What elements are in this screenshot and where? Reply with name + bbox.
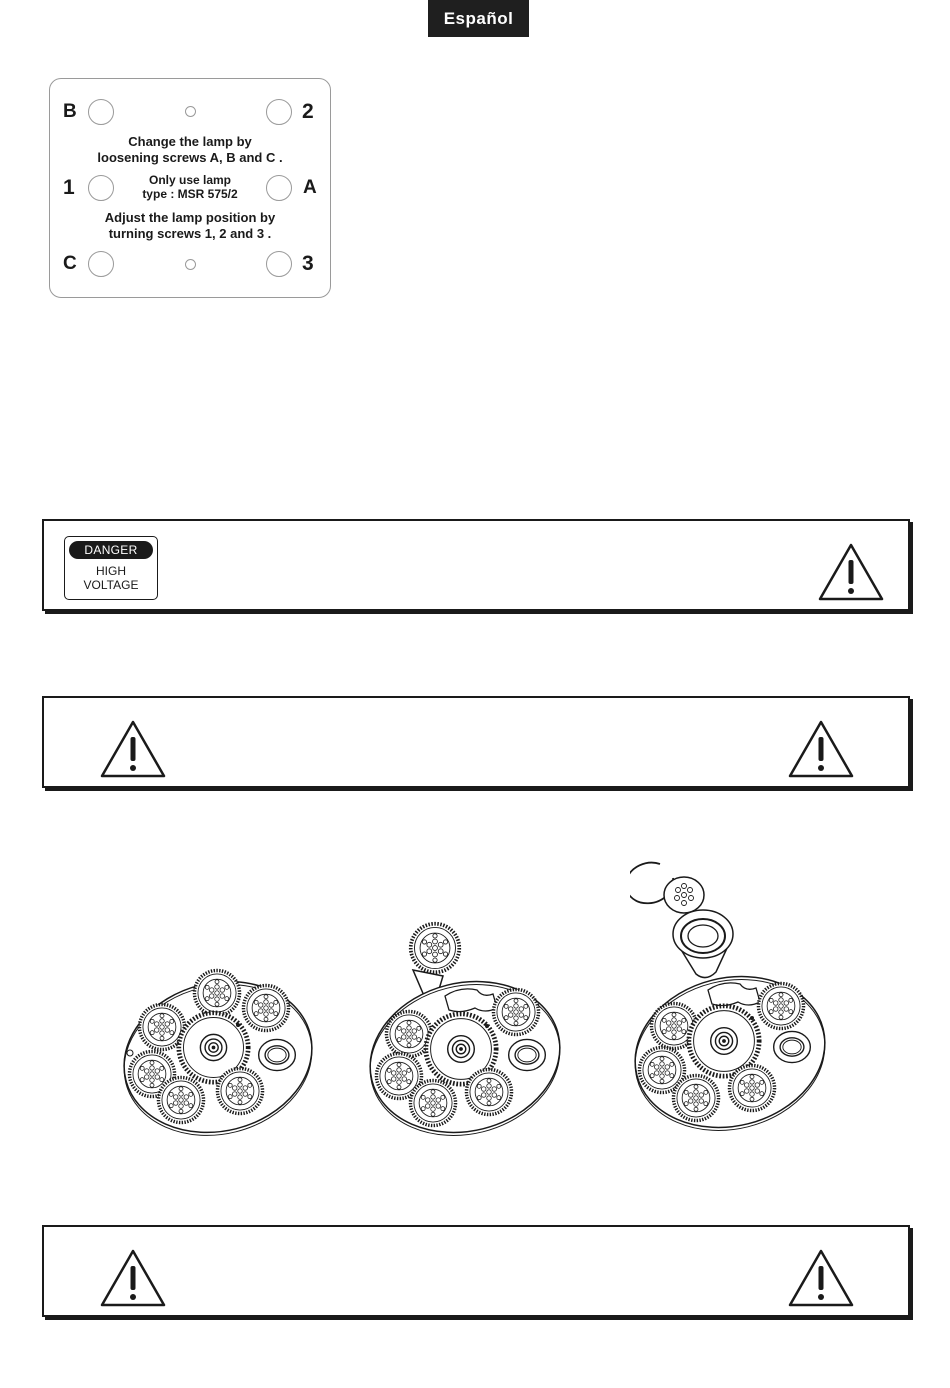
- screw-3: [266, 251, 292, 277]
- screw-label-b: B: [63, 101, 77, 122]
- locating-pin-top: [185, 106, 196, 117]
- gobo-wheel-complete-illustration: [118, 965, 320, 1137]
- screw-label-2: 2: [302, 100, 314, 123]
- danger-high-voltage-sign: [64, 536, 158, 600]
- warning-triangle-icon: [99, 719, 167, 779]
- danger-warning-box: [42, 519, 910, 611]
- screw-c: [88, 251, 114, 277]
- warning-triangle-icon: [787, 719, 855, 779]
- screw-label-1: 1: [63, 176, 75, 199]
- adjust-lamp-line-1: Adjust the lamp position by: [104, 210, 276, 225]
- screw-label-3: 3: [302, 252, 314, 275]
- warning-triangle-icon: [99, 1248, 167, 1308]
- warning-triangle-icon: [817, 542, 885, 602]
- caution-box-2: [42, 1225, 910, 1317]
- warning-triangle-icon: [787, 1248, 855, 1308]
- screw-b: [88, 99, 114, 125]
- gobo-wheel-holder-removed-illustration: [365, 918, 570, 1140]
- language-tab[interactable]: Español: [428, 0, 529, 37]
- caution-box-1: [42, 696, 910, 788]
- danger-line-voltage: VOLTAGE: [83, 578, 139, 592]
- screw-label-a: A: [303, 177, 317, 198]
- lamp-instruction-label: [49, 78, 331, 298]
- locating-pin-bottom: [185, 259, 196, 270]
- change-lamp-line-2: loosening screws A, B and C .: [97, 150, 283, 165]
- danger-line-high: HIGH: [96, 564, 126, 578]
- screw-2: [266, 99, 292, 125]
- screw-a: [266, 175, 292, 201]
- gobo-wheel-gobo-disassembled-illustration: [630, 850, 835, 1135]
- screw-label-c: C: [63, 253, 77, 274]
- lamp-type-line-2: type : MSR 575/2: [142, 187, 238, 201]
- lamp-type-line-1: Only use lamp: [148, 173, 232, 187]
- change-lamp-line-1: Change the lamp by: [128, 134, 252, 149]
- adjust-lamp-line-2: turning screws 1, 2 and 3 .: [108, 226, 272, 241]
- danger-title: DANGER: [69, 541, 153, 559]
